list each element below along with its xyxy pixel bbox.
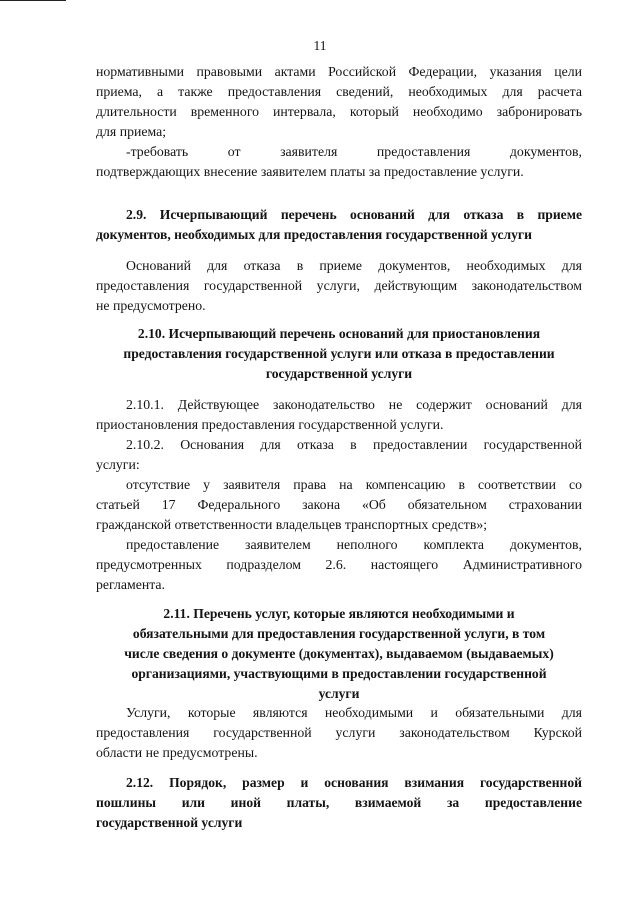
text-line: предоставления государственной услуги, действующим законодательством [96,278,582,293]
heading-line: числе сведения о документе (документах), выдаваемом (выдаваемых) [124,646,554,661]
text-line: 2.10.2. Основания для отказа в предоставлении государственной [126,437,582,452]
heading-2-11 [96,604,582,704]
text-line: для приема; [96,124,167,139]
text-line: предусмотренных подразделом 2.6. настоящего Административного [96,557,582,572]
text-line: длительности временного интервала, который необходимо забронировать [96,104,582,119]
paragraph-2-9 [96,256,582,316]
page-number: 11 [313,38,327,53]
paragraph-2-11 [96,703,582,763]
heading-line: предоставления государственной услуги или отказа в предоставлении [123,346,555,361]
paragraph-2-10 [96,395,582,595]
heading-line: 2.9. Исчерпывающий перечень оснований для отказа в приеме [126,207,582,222]
text-line: приема, а также предоставления сведений, необходимых для расчета [96,84,582,99]
heading-2-9 [96,205,582,245]
text-line: Оснований для отказа в приеме документов, необходимых для [126,258,582,273]
text-line: -требовать от заявителя предоставления документов, [126,144,582,159]
text-line: статьей 17 Федерального закона «Об обязательном страховании [96,497,582,512]
heading-line: организациями, участвующими в предоставлении государственной [131,666,547,681]
heading-line: услуги [318,686,360,701]
text-line: не предусмотрено. [96,298,206,313]
heading-line: обязательными для предоставления государственной услуги, в том [132,626,546,641]
text-line: услуги: [96,457,140,472]
paragraph-continuation [96,62,582,182]
text-line: отсутствие у заявителя права на компенсацию в соответствии со [126,477,582,492]
heading-line: государственной услуги [265,366,413,381]
scan-corner-line [0,0,66,1]
text-line: предоставления государственной услуги законодательством Курской [96,725,582,740]
heading-line: 2.10. Исчерпывающий перечень оснований для приостановления [137,326,541,341]
text-line: области не предусмотрены. [96,745,258,760]
text-line: регламента. [96,577,165,592]
text-line: гражданской ответственности владельцев транспортных средств»; [96,517,488,532]
text-line: Услуги, которые являются необходимыми и обязательными для [126,705,582,720]
text-line: подтверждающих внесение заявителем платы за предоставление услуги. [96,164,524,179]
heading-2-12 [96,773,582,833]
text-line: приостановления предоставления государственной услуги. [96,417,444,432]
heading-line: 2.12. Порядок, размер и основания взимания государственной [126,775,582,790]
heading-line: документов, необходимых для предоставления государственной услуги [96,227,532,242]
text-line: нормативными правовыми актами Российской Федерации, указания цели [96,64,582,79]
heading-line: пошлины или иной платы, взимаемой за предоставление [96,795,582,810]
heading-line: государственной услуги [96,815,243,830]
text-line: 2.10.1. Действующее законодательство не содержит оснований для [126,397,582,412]
heading-2-10 [96,324,582,384]
heading-line: 2.11. Перечень услуг, которые являются необходимыми и [163,606,515,621]
text-line: предоставление заявителем неполного комплекта документов, [126,537,582,552]
